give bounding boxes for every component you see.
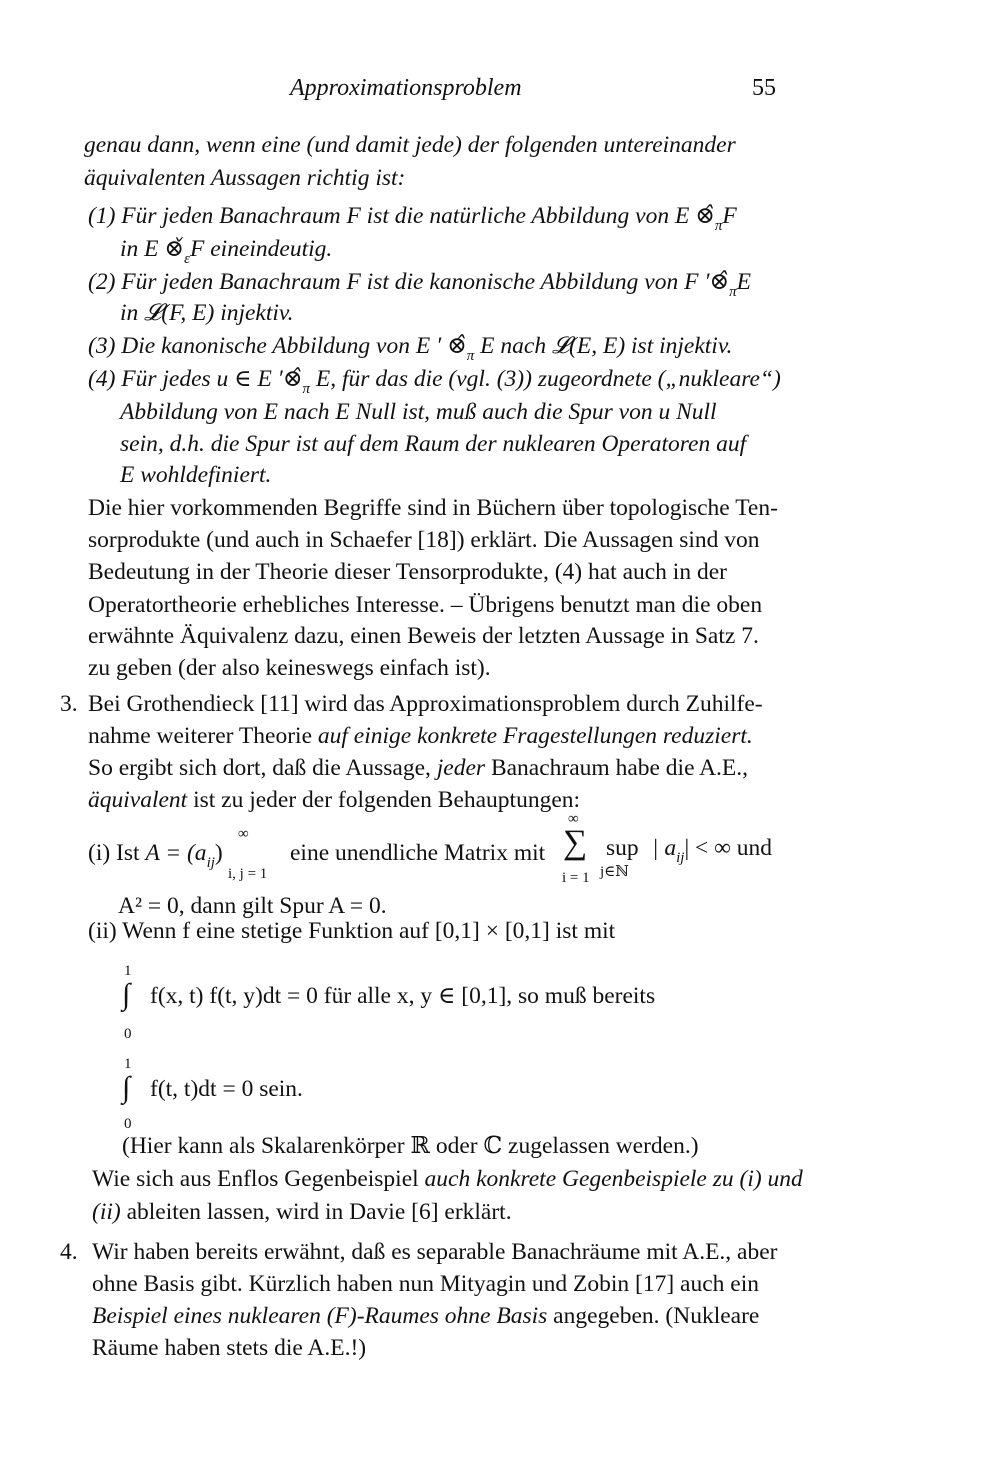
claim-i-text: eine unendliche Matrix mit [290, 840, 546, 866]
statement-2-cont: in 𝓛(F, E) injektiv. [120, 300, 294, 326]
integral-2-upper: 1 [124, 1056, 132, 1072]
page-number: 55 [752, 75, 776, 101]
paragraph-1-line: sorprodukte (und auch in Schaefer [18]) erklärt. Die Aussagen sind von [88, 527, 760, 553]
paragraph-1-line: Bedeutung in der Theorie dieser Tensorprodukte, (4) hat auch in der [88, 559, 727, 585]
statement-4-line-4: E wohldefiniert. [120, 462, 272, 488]
item-4-line: Räume haben stets die A.E.!) [92, 1335, 367, 1361]
sup-operator: sup [606, 835, 639, 861]
statement-1: (1) Für jeden Banachraum F ist die natürliche Abbildung von E $\otimeŝ_\pi F$ [88, 203, 737, 234]
statement-4-line-3: sein, d.h. die Spur ist auf dem Raum der nuklearen Operatoren auf [120, 431, 747, 457]
intro-line-1: genau dann, wenn eine (und damit jede) der folgenden untereinander [84, 132, 736, 158]
item-number-4: 4. [60, 1239, 78, 1265]
intro-line-2: äquivalenten Aussagen richtig ist: [84, 165, 406, 191]
claim-i-line-2: A² = 0, dann gilt Spur A = 0. [118, 893, 387, 919]
item-3-line: äquivalent ist zu jeder der folgenden Behauptungen: [88, 787, 581, 813]
paragraph-1-line: zu geben (der also keineswegs einfach ist). [88, 655, 491, 681]
item-number-3: 3. [60, 691, 78, 717]
integral-2-sign: ∫ [122, 1071, 131, 1104]
item-4-line: ohne Basis gibt. Kürzlich haben nun Mityagin und Zobin [17] auch ein [92, 1271, 760, 1297]
integral-1-sign: ∫ [122, 978, 131, 1011]
item-3-line: So ergibt sich dort, daß die Aussage, jeder Banachraum habe die A.E., [88, 755, 749, 781]
claim-i-label: (i) Ist $A = (a_{ij})$ [88, 840, 223, 871]
statement-3: (3) Die kanonische Abbildung von E ′ $\otimeŝ_\pi$ E nach 𝓛(E, E) ist injektiv. [88, 333, 733, 364]
integral-1-upper: 1 [124, 963, 132, 979]
integral-equation-1: f(x, t) f(t, y)dt = 0 für alle x, y ∈ [0,1], so muß bereits [150, 983, 656, 1009]
summation-sign: ∑ [563, 824, 588, 861]
paragraph-2-line: Wie sich aus Enflos Gegenbeispiel auch konkrete Gegenbeispiele zu (i) und [92, 1166, 803, 1192]
item-3-line: nahme weiterer Theorie auf einige konkrete Fragestellungen reduziert. [88, 723, 753, 749]
statement-2: (2) Für jeden Banachraum F ist die kanonische Abbildung von F $'\otimeŝ_\pi E$ [88, 269, 752, 300]
paragraph-1-line: erwähnte Äquivalenz dazu, einen Beweis der letzten Aussage in Satz 7. [88, 623, 759, 649]
matrix-index-upper: ∞ [238, 826, 249, 842]
statement-1-cont: in E $\otimeš_\varepsilon F$ eineindeutig. [120, 236, 333, 267]
integral-1-lower: 0 [124, 1026, 132, 1042]
integral-equation-2: f(t, t)dt = 0 sein. [150, 1076, 303, 1102]
statement-4: (4) Für jedes u ∈ E $'\otimeŝ_\pi$ E, für das die (vgl. (3)) zugeordnete („nukleare“) [88, 366, 781, 397]
claim-i-abs: | $a_{ij}|$ < ∞ und [652, 835, 773, 866]
scalar-field-note: (Hier kann als Skalarenkörper ℝ oder ℂ zugelassen werden.) [122, 1133, 699, 1159]
matrix-index-range: i, j = 1 [228, 866, 268, 882]
item-3-line: Bei Grothendieck [11] wird das Approximationsproblem durch Zuhilfe- [88, 691, 763, 717]
paragraph-1-line: Die hier vorkommenden Begriffe sind in Büchern über topologische Ten- [88, 495, 778, 521]
integral-2-lower: 0 [124, 1116, 132, 1132]
claim-ii-line-1: (ii) Wenn f eine stetige Funktion auf [0,1] × [0,1] ist mit [88, 918, 616, 944]
sum-lower-limit: i = 1 [562, 870, 590, 886]
paragraph-1-line: Operatortheorie erhebliches Interesse. – Übrigens benutzt man die oben [88, 592, 763, 618]
running-header-title: Approximationsproblem [290, 75, 522, 101]
statement-4-line-2: Abbildung von E nach E Null ist, muß auch die Spur von u Null [120, 399, 717, 425]
sum-upper-limit: ∞ [568, 811, 579, 827]
item-4-line: Beispiel eines nuklearen (F)-Raumes ohne Basis angegeben. (Nukleare [92, 1303, 760, 1329]
item-4-line: Wir haben bereits erwähnt, daß es separable Banachräume mit A.E., aber [92, 1239, 778, 1265]
paragraph-2-line: (ii) ableiten lassen, wird in Davie [6] erklärt. [92, 1199, 512, 1225]
sup-range: j∈ℕ [600, 864, 629, 880]
